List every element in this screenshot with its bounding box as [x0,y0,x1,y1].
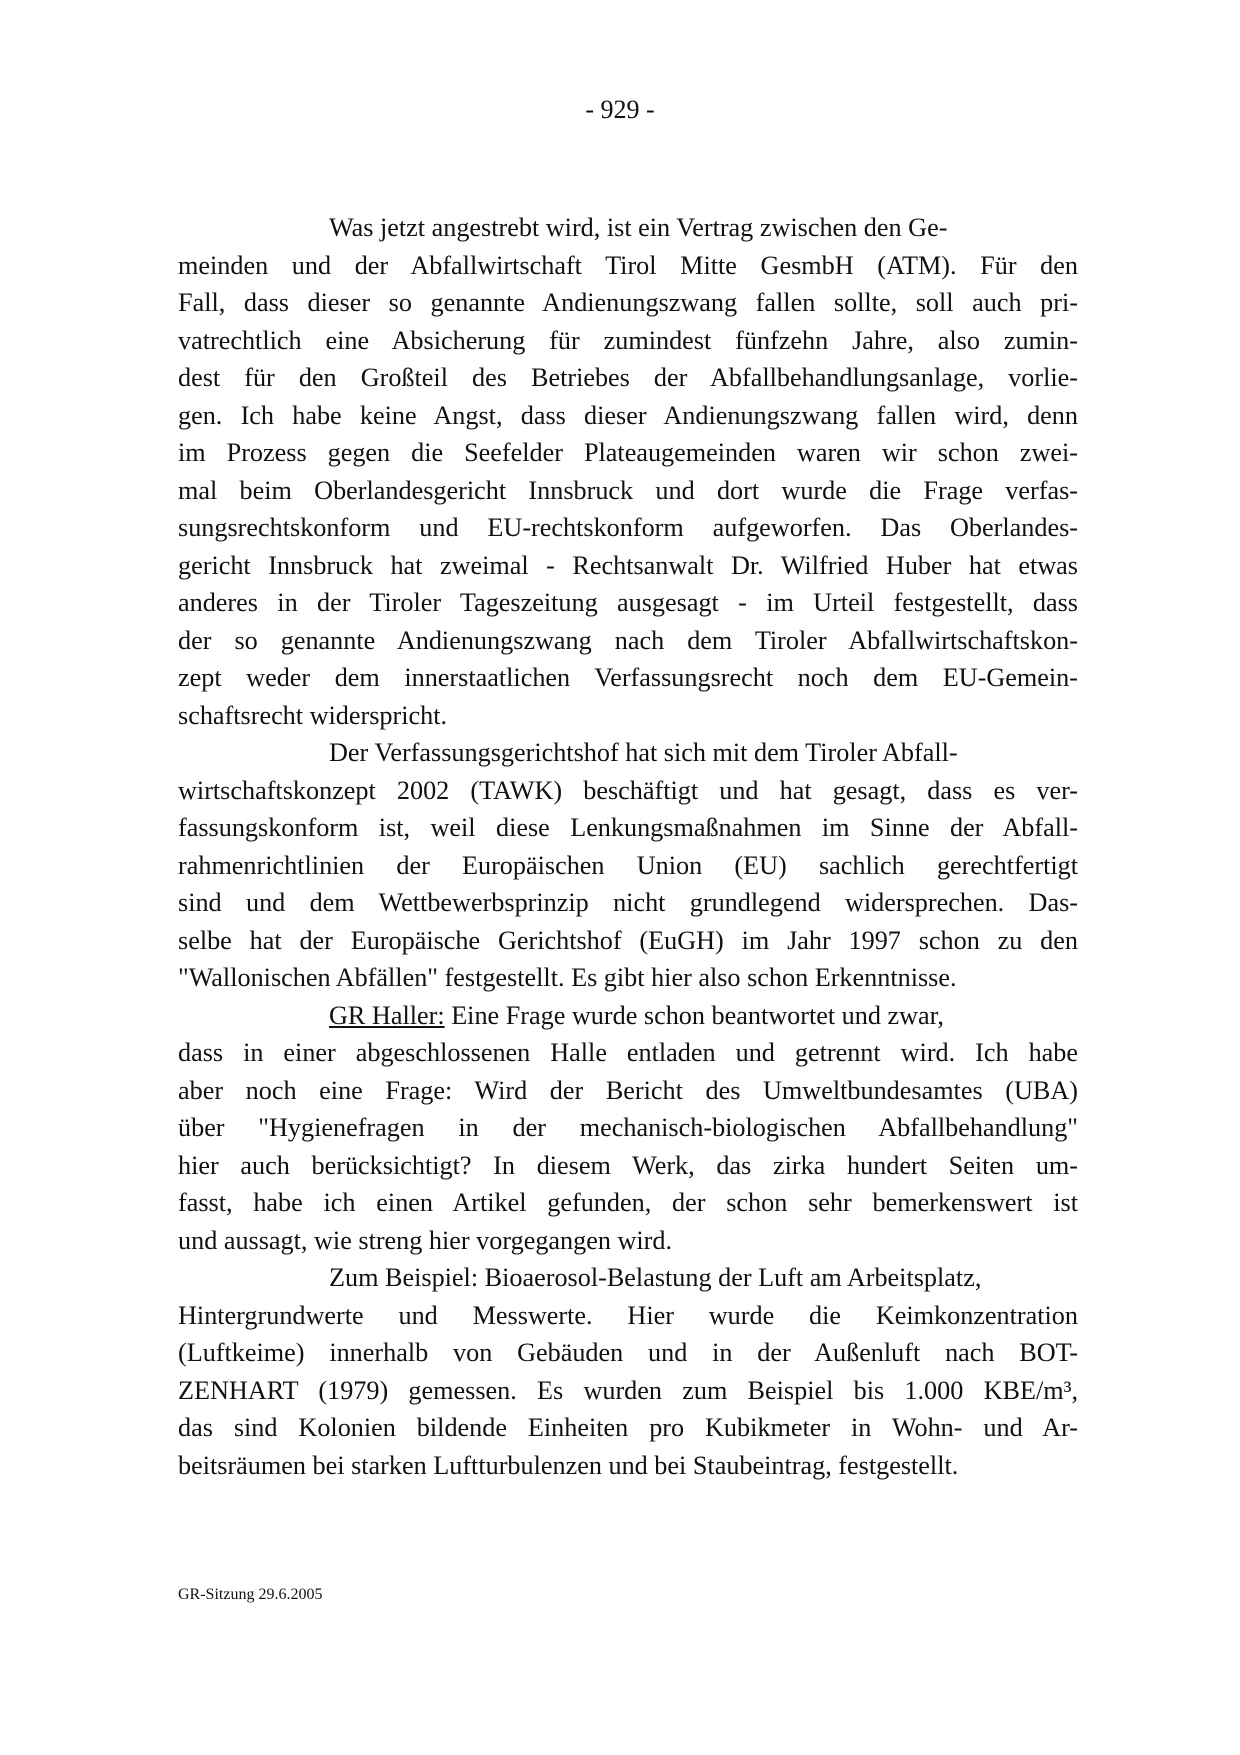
paragraph [178,209,1078,734]
text-line: selbe hat der Europäische Gerichtshof (EuGH) im Jahr 1997 schon zu den [178,925,1078,955]
text-line: rahmenrichtlinien der Europäischen Union (EU) sachlich gerechtfertigt [178,850,1078,880]
body-text [178,209,1078,1484]
text-line: mal beim Oberlandesgericht Innsbruck und dort wurde die Frage verfas- [178,475,1078,505]
text-line: sind und dem Wettbewerbsprinzip nicht grundlegend widersprechen. Das- [178,888,1078,917]
text-line: vatrechtlich eine Absicherung für zumindest fünfzehn Jahre, also zumin- [178,325,1078,355]
text-line: das sind Kolonien bildende Einheiten pro Kubikmeter in Wohn- und Ar- [178,1413,1078,1442]
text-line: meinden und der Abfallwirtschaft Tirol Mitte GesmbH (ATM). Für den [178,250,1078,280]
text-line: schaftsrecht widerspricht. [178,700,448,730]
text-line: wirtschaftskonzept 2002 (TAWK) beschäftigt und hat gesagt, dass es ver- [178,775,1078,805]
text-line: anderes in der Tiroler Tageszeitung ausgesagt - im Urteil festgestellt, dass [178,588,1078,617]
text-line: Fall, dass dieser so genannte Andienungszwang fallen sollte, soll auch pri- [178,288,1078,317]
text-line: gen. Ich habe keine Angst, dass dieser Andienungszwang fallen wird, denn [178,400,1078,430]
text-line: ZENHART (1979) gemessen. Es wurden zum Beispiel bis 1.000 KBE/m³, [178,1375,1078,1405]
speaker-name: GR Haller: [329,1000,445,1030]
text-line: und aussagt, wie streng hier vorgegangen wird. [178,1225,673,1255]
paragraph [178,997,1078,1260]
text-line: Der Verfassungsgerichtshof hat sich mit dem Tiroler Abfall- [329,738,958,767]
text-line: Hintergrundwerte und Messwerte. Hier wurde die Keimkonzentration [178,1300,1078,1330]
text-line: gericht Innsbruck hat zweimal - Rechtsanwalt Dr. Wilfried Huber hat etwas [178,550,1078,580]
text-line: Zum Beispiel: Bioaerosol-Belastung der Luft am Arbeitsplatz, [329,1263,982,1292]
text-line: hier auch berücksichtigt? In diesem Werk, das zirka hundert Seiten um- [178,1150,1078,1180]
text-line: zept weder dem innerstaatlichen Verfassungsrecht noch dem EU-Gemein- [178,663,1078,692]
page-number: - 929 - [585,95,655,124]
text-line: (Luftkeime) innerhalb von Gebäuden und in der Außenluft nach BOT- [178,1338,1078,1367]
text-line: beitsräumen bei starken Luftturbulenzen und bei Staubeintrag, festgestellt. [178,1450,959,1480]
paragraph [178,1259,1078,1484]
text-line: im Prozess gegen die Seefelder Plateaugemeinden waren wir schon zwei- [178,438,1078,467]
text-line: über "Hygienefragen in der mechanisch-biologischen Abfallbehandlung" [178,1113,1078,1142]
text-line: fassungskonform ist, weil diese Lenkungsmaßnahmen im Sinne der Abfall- [178,813,1078,842]
text-line: fasst, habe ich einen Artikel gefunden, der schon sehr bemerkenswert ist [178,1188,1078,1217]
text-line: dest für den Großteil des Betriebes der Abfallbehandlungsanlage, vorlie- [178,363,1078,392]
text-line: "Wallonischen Abfällen" festgestellt. Es gibt hier also schon Erkenntnisse. [178,963,957,992]
speaker-text: Eine Frage wurde schon beantwortet und zwar, [444,1000,944,1030]
text-line: Was jetzt angestrebt wird, ist ein Vertrag zwischen den Ge- [329,213,948,242]
footer-session-date: GR-Sitzung 29.6.2005 [178,1586,323,1603]
text-line: sungsrechtskonform und EU-rechtskonform aufgeworfen. Das Oberlandes- [178,513,1078,542]
text-line [178,997,1078,1035]
text-line: aber noch eine Frage: Wird der Bericht des Umweltbundesamtes (UBA) [178,1075,1078,1105]
text-line: der so genannte Andienungszwang nach dem Tiroler Abfallwirtschaftskon- [178,625,1078,655]
paragraph [178,734,1078,997]
text-line: dass in einer abgeschlossenen Halle entladen und getrennt wird. Ich habe [178,1038,1078,1067]
